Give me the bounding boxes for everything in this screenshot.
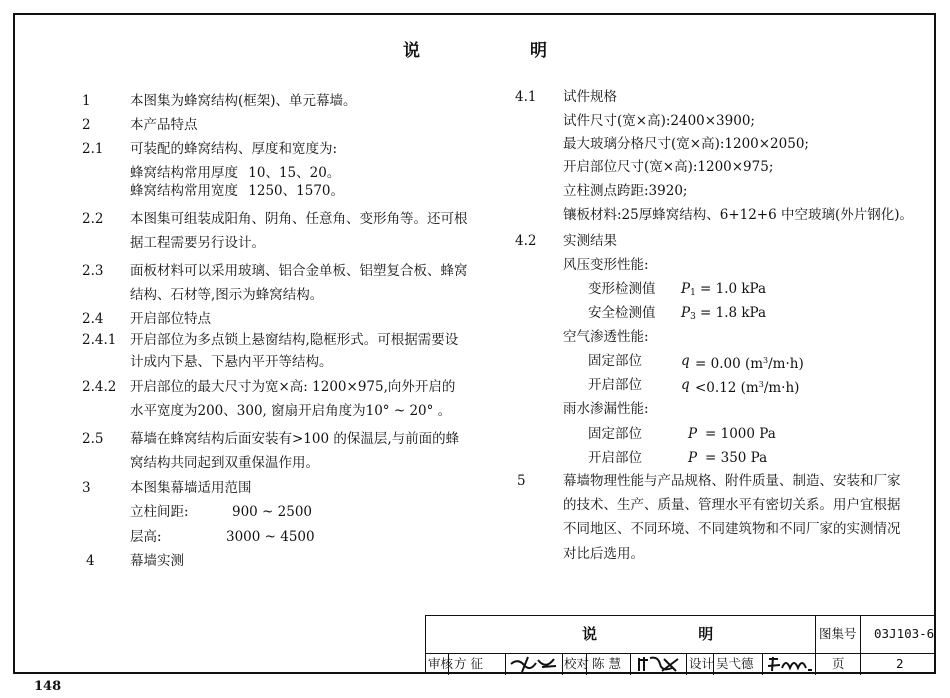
check-label: 校对	[564, 656, 590, 671]
measure-value: = 1.8 kPa	[700, 305, 767, 321]
atlas-number: 03J103-6	[874, 626, 935, 641]
item-text: 蜂窝结构常用厚度 10、15、20。	[130, 165, 341, 181]
atlas-number-label: 图集号	[819, 626, 857, 641]
design-name: 吴弋德	[716, 656, 754, 671]
measure-symbol: q	[681, 377, 690, 393]
item-number: 4.2	[515, 233, 537, 249]
measure-value: = 350 Pa	[705, 450, 768, 466]
item-text: 对比后选用。	[563, 546, 644, 562]
title-block	[425, 615, 936, 674]
item-text: 立柱测点跨距:3920;	[563, 183, 688, 199]
item-text: 结构、石材等,图示为蜂窝结构。	[130, 287, 324, 303]
item-number: 2	[82, 117, 91, 133]
design-signature-icon	[766, 654, 814, 674]
item-text: 开启部位的最大尺寸为宽×高: 1200×975,向外开启的	[130, 379, 456, 395]
item-text: 雨水渗漏性能:	[563, 401, 649, 417]
item-number: 2.4.2	[82, 379, 117, 395]
page-label: 页	[832, 656, 845, 671]
title-block-title: 说 明	[582, 625, 762, 643]
unit-superscript: 3	[758, 380, 764, 389]
item-number: 4	[86, 553, 95, 569]
item-text: 幕墙在蜂窝结构后面安装有>100 的保温层,与前面的蜂	[130, 431, 460, 447]
measure-label: 变形检测值	[588, 281, 656, 297]
item-value: 900 ~ 2500	[232, 504, 313, 520]
item-text: 镶板材料:25厚蜂窝结构、6+12+6 中空玻璃(外片钢化)。	[563, 207, 914, 223]
measure-symbol: $P_1$	[681, 281, 696, 298]
item-text: 层高:	[130, 529, 162, 545]
review-name: 方 征	[454, 656, 483, 671]
item-number: 2.1	[82, 141, 104, 157]
item-number: 2.4	[82, 311, 104, 327]
item-text: 蜂窝结构常用宽度 1250、1570。	[130, 183, 345, 199]
item-text: 本图集幕墙适用范围	[130, 480, 252, 496]
item-text: 最大玻璃分格尺寸(宽×高):1200×2050;	[563, 136, 809, 152]
measure-label: 安全检测值	[588, 305, 656, 321]
item-text: 空气渗透性能:	[563, 329, 649, 345]
item-number: 1	[82, 93, 91, 109]
item-number: 5	[517, 473, 526, 489]
item-text: 面板材料可以采用玻璃、铝合金单板、铝塑复合板、蜂窝	[130, 263, 468, 279]
measure-symbol: q	[681, 353, 690, 369]
item-number: 2.3	[82, 263, 104, 279]
item-text: 据工程需要另行设计。	[130, 235, 265, 251]
item-text: 幕墙实测	[130, 553, 184, 569]
item-text: 计成内下悬、下悬内平开等结构。	[130, 354, 333, 370]
measure-subscript: 3	[690, 312, 696, 322]
measure-value: <0.12 $(m^3/m\cdot h)$	[695, 380, 800, 396]
page-title: 说 明	[403, 41, 599, 61]
item-value: 3000 ~ 4500	[226, 529, 315, 545]
measure-value: = 1000 Pa	[705, 426, 776, 442]
item-text: 试件规格	[563, 89, 617, 105]
measure-label: 开启部位	[588, 377, 642, 393]
item-text: 的技术、生产、质量、管理水平有密切关系。用户宜根据	[563, 497, 901, 513]
item-text: 本图集为蜂窝结构(框架)、单元幕墙。	[130, 93, 357, 109]
measure-value: = 1.0 kPa	[700, 281, 767, 297]
measure-subscript: 1	[690, 288, 696, 298]
item-text: 幕墙物理性能与产品规格、附件质量、制造、安装和厂家	[563, 473, 901, 489]
review-signature-icon	[508, 654, 560, 674]
measure-label: 固定部位	[588, 426, 642, 442]
item-text: 试件尺寸(宽×高):2400×3900;	[563, 113, 755, 129]
item-number: 2.2	[82, 211, 104, 227]
item-text: 不同地区、不同环境、不同建筑物和不同厂家的实测情况	[563, 521, 901, 537]
review-label: 审核	[428, 656, 454, 671]
check-signature-icon	[636, 654, 682, 674]
item-number: 2.5	[82, 431, 104, 447]
item-text: 实测结果	[563, 233, 617, 249]
item-text: 开启部位特点	[130, 311, 211, 327]
measure-label: 固定部位	[588, 353, 642, 369]
measure-symbol: $P_3$	[681, 305, 696, 322]
item-number: 4.1	[515, 89, 537, 105]
item-text: 本图集可组装成阳角、阴角、任意角、变形角等。还可根	[130, 211, 468, 227]
unit-superscript: 3	[763, 356, 769, 365]
item-text: 可装配的蜂窝结构、厚度和宽度为:	[130, 141, 338, 157]
item-text: 立柱间距:	[130, 504, 189, 520]
item-text: 窝结构共同起到双重保温作用。	[130, 455, 319, 471]
item-number: 2.4.1	[82, 332, 117, 348]
page-value: 2	[896, 656, 904, 671]
measure-symbol: P	[688, 426, 698, 442]
item-text: 水平宽度为200、300, 窗扇开启角度为10° ~ 20° 。	[130, 403, 452, 419]
item-text: 本产品特点	[130, 117, 198, 133]
item-text: 开启部位尺寸(宽×高):1200×975;	[563, 159, 774, 175]
measure-symbol: P	[688, 450, 698, 466]
measure-value: = 0.00 $(m^3/m\cdot h)$	[695, 356, 804, 372]
design-label: 设计	[689, 656, 715, 671]
measure-label: 开启部位	[588, 450, 642, 466]
check-name: 陈 慧	[592, 656, 621, 671]
item-text: 风压变形性能:	[563, 257, 649, 273]
item-text: 开启部位为多点锁上悬窗结构,隐框形式。可根据需要设	[130, 332, 459, 348]
page-number: 148	[34, 679, 62, 694]
item-number: 3	[82, 480, 91, 496]
